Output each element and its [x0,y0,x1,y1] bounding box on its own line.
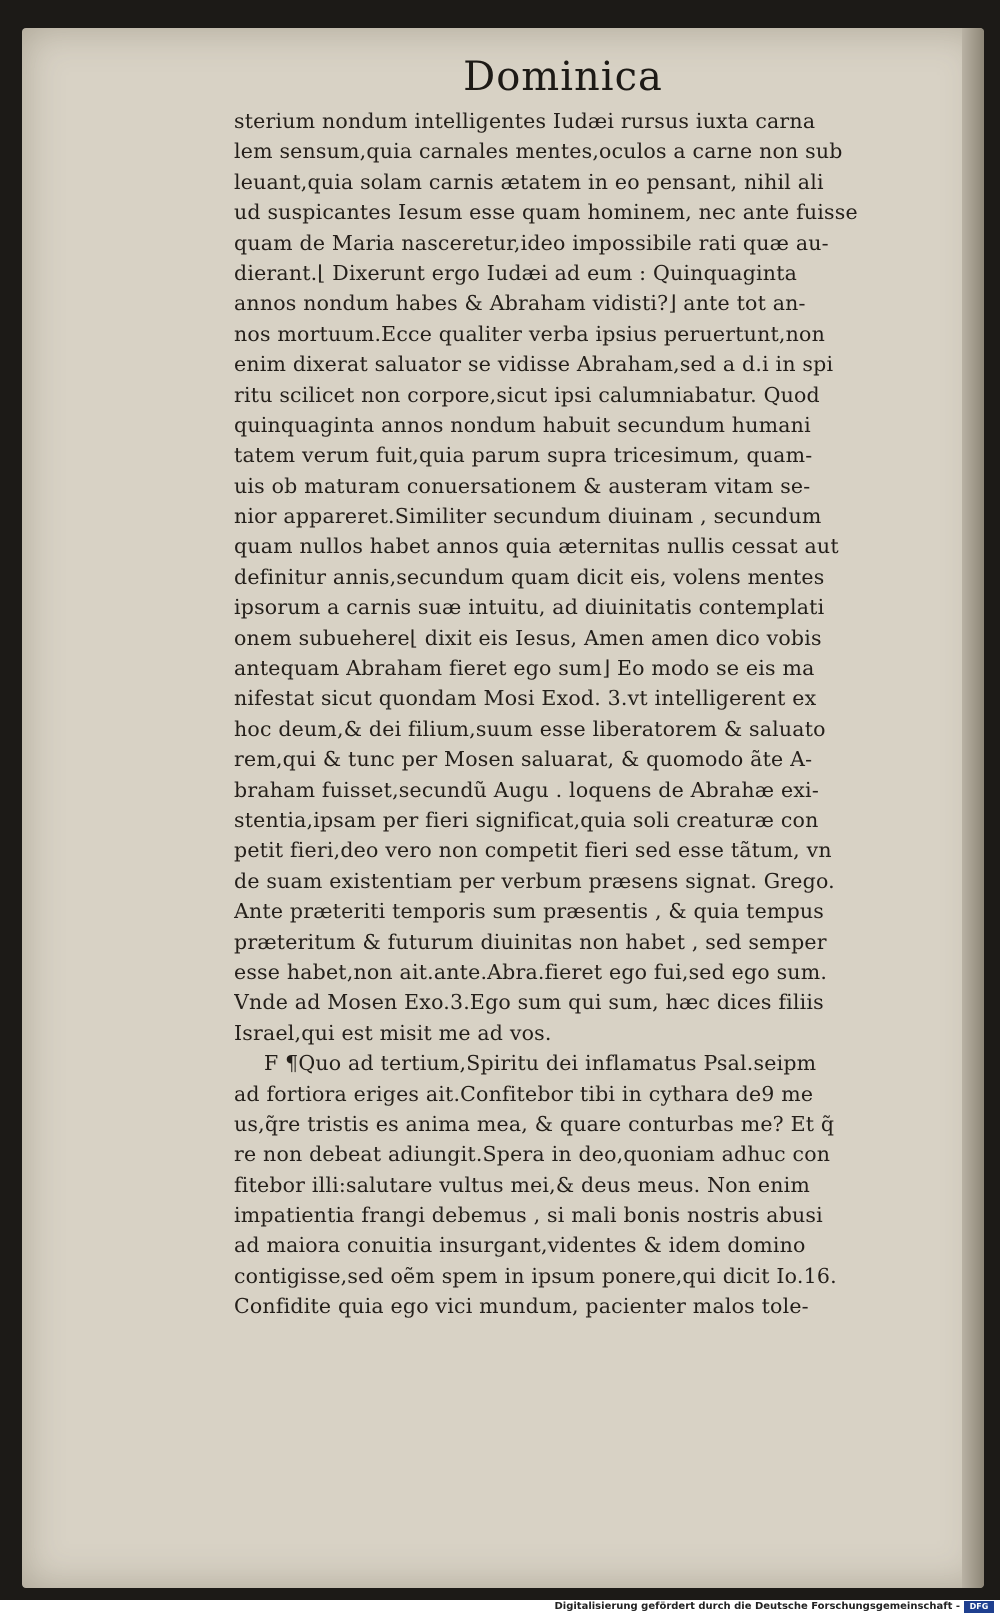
running-head: Dominica [463,54,663,100]
text-line: rem,qui & tunc per Mosen saluarat, & quomodo ãte A- [234,747,813,772]
text-line: ud suspicantes Iesum esse quam hominem, nec ante fuisse [234,200,858,225]
text-line: ipsorum a carnis suæ intuitu, ad diuinitatis contemplati [234,595,825,620]
text-line: enim dixerat saluator se vidisse Abraham,sed a d.i in spi [234,352,834,377]
text-line: F ¶Quo ad tertium,Spiritu dei inflamatus Psal.seipm [264,1051,817,1076]
text-line: hoc deum,& dei filium,suum esse liberatorem & saluato [234,716,826,741]
text-line: Confidite quia ego vici mundum, pacienter malos tole- [234,1294,809,1319]
text-block [234,106,974,1322]
text-line: uis ob maturam conuersationem & austeram vitam se- [234,473,811,498]
text-line: Israel,qui est misit me ad vos. [234,1020,552,1045]
book-page [22,28,984,1588]
text-line: braham fuisset,secundũ Augu . loquens de Abrahæ exi- [234,777,819,802]
text-line: nior appareret.Similiter secundum diuinam , secundum [234,504,822,529]
text-line: fitebor illi:salutare vultus mei,& deus meus. Non enim [234,1172,811,1197]
footer-credit: Digitalisierung gefördert durch die Deutsche Forschungsgemeinschaft - [554,1601,960,1612]
text-line: quinquaginta annos nondum habuit secundum humani [234,412,811,437]
text-line: onem subuehere⌊ dixit eis Iesus, Amen amen dico vobis [234,625,822,650]
text-line: ad fortiora eriges ait.Confitebor tibi in cythara de9 me [234,1081,814,1106]
text-line: nos mortuum.Ecce qualiter verba ipsius peruertunt,non [234,321,825,346]
text-line: us,q̃re tristis es anima mea, & quare conturbas me? Et q̃ [234,1111,835,1136]
dfg-logo-icon: DFG [964,1601,994,1613]
text-line: lem sensum,quia carnales mentes,oculos a carne non sub [234,139,843,164]
text-line: leuant,quia solam carnis ætatem in eo pensant, nihil ali [234,169,824,194]
footer [0,1600,1000,1615]
text-line: sterium nondum intelligentes Iudæi rursus iuxta carna [234,109,816,133]
text-line: definitur annis,secundum quam dicit eis, volens mentes [234,564,825,589]
text-line: esse habet,non ait.ante.Abra.fieret ego fui,sed ego sum. [234,959,828,984]
text-line: dierant.⌊ Dixerunt ergo Iudæi ad eum : Quinquaginta [234,260,798,285]
text-line: quam de Maria nasceretur,ideo impossibile rati quæ au- [234,230,829,255]
text-line: annos nondum habes & Abraham vidisti?⌋ ante tot an- [234,291,806,316]
text-line: ad maiora conuitia insurgant,videntes & idem domino [234,1233,806,1258]
text-line: præteritum & futurum diuinitas non habet , sed semper [234,929,827,954]
text-line: impatientia frangi debemus , si mali bonis nostris abusi [234,1203,823,1228]
text-line: petit fieri,deo vero non competit fieri sed esse tãtum, vn [234,838,832,863]
text-line: quam nullos habet annos quia æternitas nullis cessat aut [234,534,839,559]
text-line: antequam Abraham fieret ego sum⌋ Eo modo se eis ma [234,656,815,681]
text-line: Vnde ad Mosen Exo.3.Ego sum qui sum, hæc dices filiis [234,990,824,1015]
text-line: stentia,ipsam per fieri significat,quia soli creaturæ con [234,807,819,832]
text-line: contigisse,sed oẽm spem in ipsum ponere,qui dicit Io.16. [234,1263,837,1288]
text-line: re non debeat adiungit.Spera in deo,quoniam adhuc con [234,1142,831,1167]
text-line: Ante præteriti temporis sum præsentis , & quia tempus [234,899,825,924]
text-line: nifestat sicut quondam Mosi Exod. 3.vt intelligerent ex [234,686,817,711]
text-line: tatem verum fuit,quia parum supra tricesimum, quam- [234,443,813,468]
text-line: de suam existentiam per verbum præsens signat. Grego. [234,868,835,893]
text-line: ritu scilicet non corpore,sicut ipsi calumniabatur. Quod [234,382,820,407]
